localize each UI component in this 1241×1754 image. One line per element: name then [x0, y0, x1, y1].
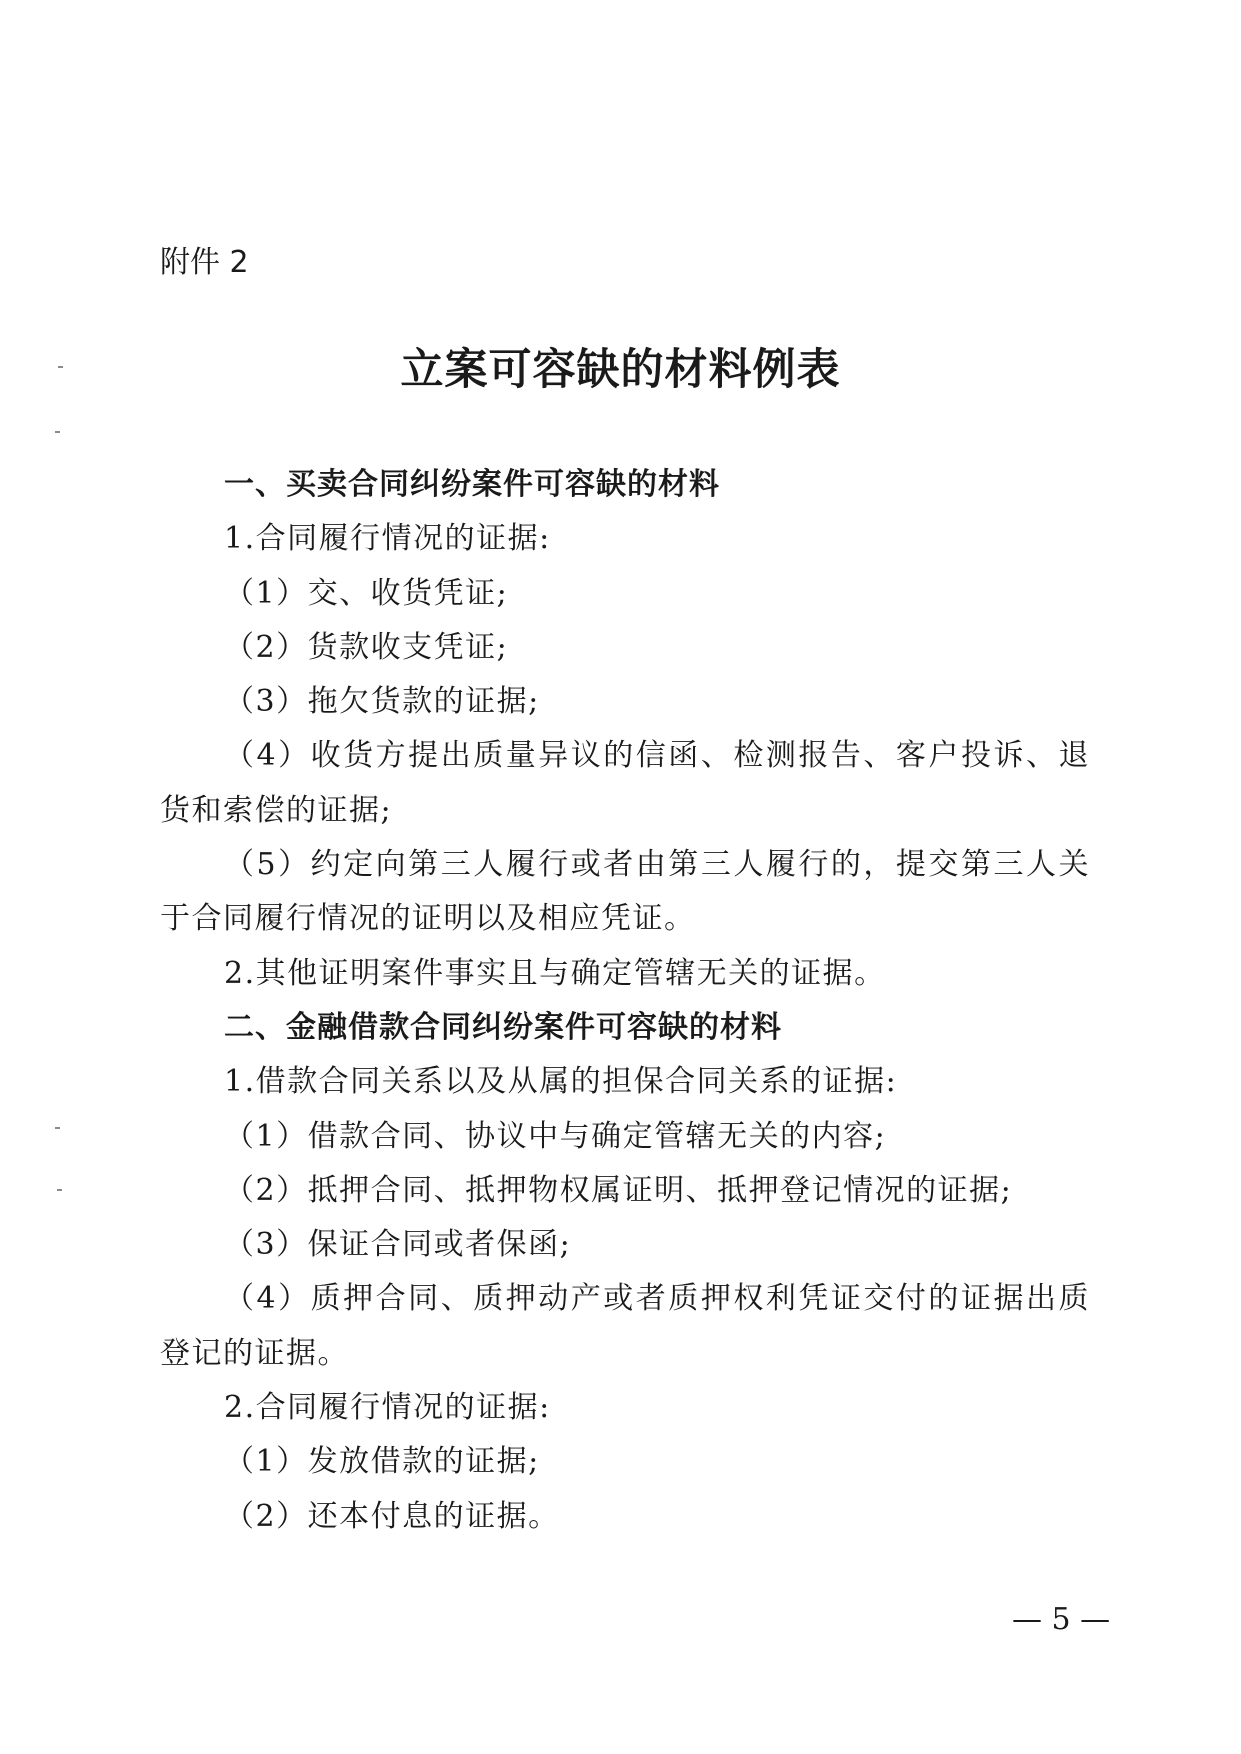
- scan-speck: [55, 431, 60, 433]
- scan-speck: [57, 1189, 62, 1191]
- body-line: （1）交、收货凭证;: [224, 575, 509, 611]
- document-body: [160, 458, 1090, 1544]
- attachment-label: 附件 2: [160, 245, 249, 280]
- body-line: （2）抵押合同、抵押物权属证明、抵押登记情况的证据;: [224, 1172, 1013, 1208]
- body-line: 2.其他证明案件事实且与确定管辖无关的证据。: [224, 955, 886, 991]
- body-line: 登记的证据。: [160, 1335, 349, 1371]
- body-line: 1.借款合同关系以及从属的担保合同关系的证据:: [224, 1064, 898, 1100]
- body-line: 1.合同履行情况的证据:: [224, 521, 551, 557]
- document-title: 立案可容缺的材料例表: [400, 345, 841, 395]
- section-heading: 一、买卖合同纠纷案件可容缺的材料: [224, 467, 720, 502]
- body-line: 于合同履行情况的证明以及相应凭证。: [160, 901, 696, 937]
- body-line: （1）发放借款的证据;: [224, 1444, 540, 1480]
- body-line: （4）收货方提出质量异议的信函、检测报告、客户投诉、退: [224, 738, 1090, 774]
- page-number: — 5 —: [1012, 1602, 1111, 1637]
- body-line: 2.合同履行情况的证据:: [224, 1390, 551, 1426]
- body-line: （4）质押合同、质押动产或者质押权利凭证交付的证据出质: [224, 1281, 1090, 1317]
- body-line: （2）货款收支凭证;: [224, 629, 509, 665]
- body-line: 货和索偿的证据;: [160, 792, 393, 828]
- section-heading: 二、金融借款合同纠纷案件可容缺的材料: [224, 1009, 782, 1045]
- scan-speck: [55, 1127, 60, 1129]
- body-line: （5）约定向第三人履行或者由第三人履行的，提交第三人关: [224, 847, 1090, 883]
- body-line: （3）保证合同或者保函;: [224, 1227, 572, 1263]
- body-line: （1）借款合同、协议中与确定管辖无关的内容;: [224, 1118, 887, 1154]
- body-line: （2）还本付息的证据。: [224, 1498, 560, 1534]
- body-line: （3）拖欠货款的证据;: [224, 684, 540, 720]
